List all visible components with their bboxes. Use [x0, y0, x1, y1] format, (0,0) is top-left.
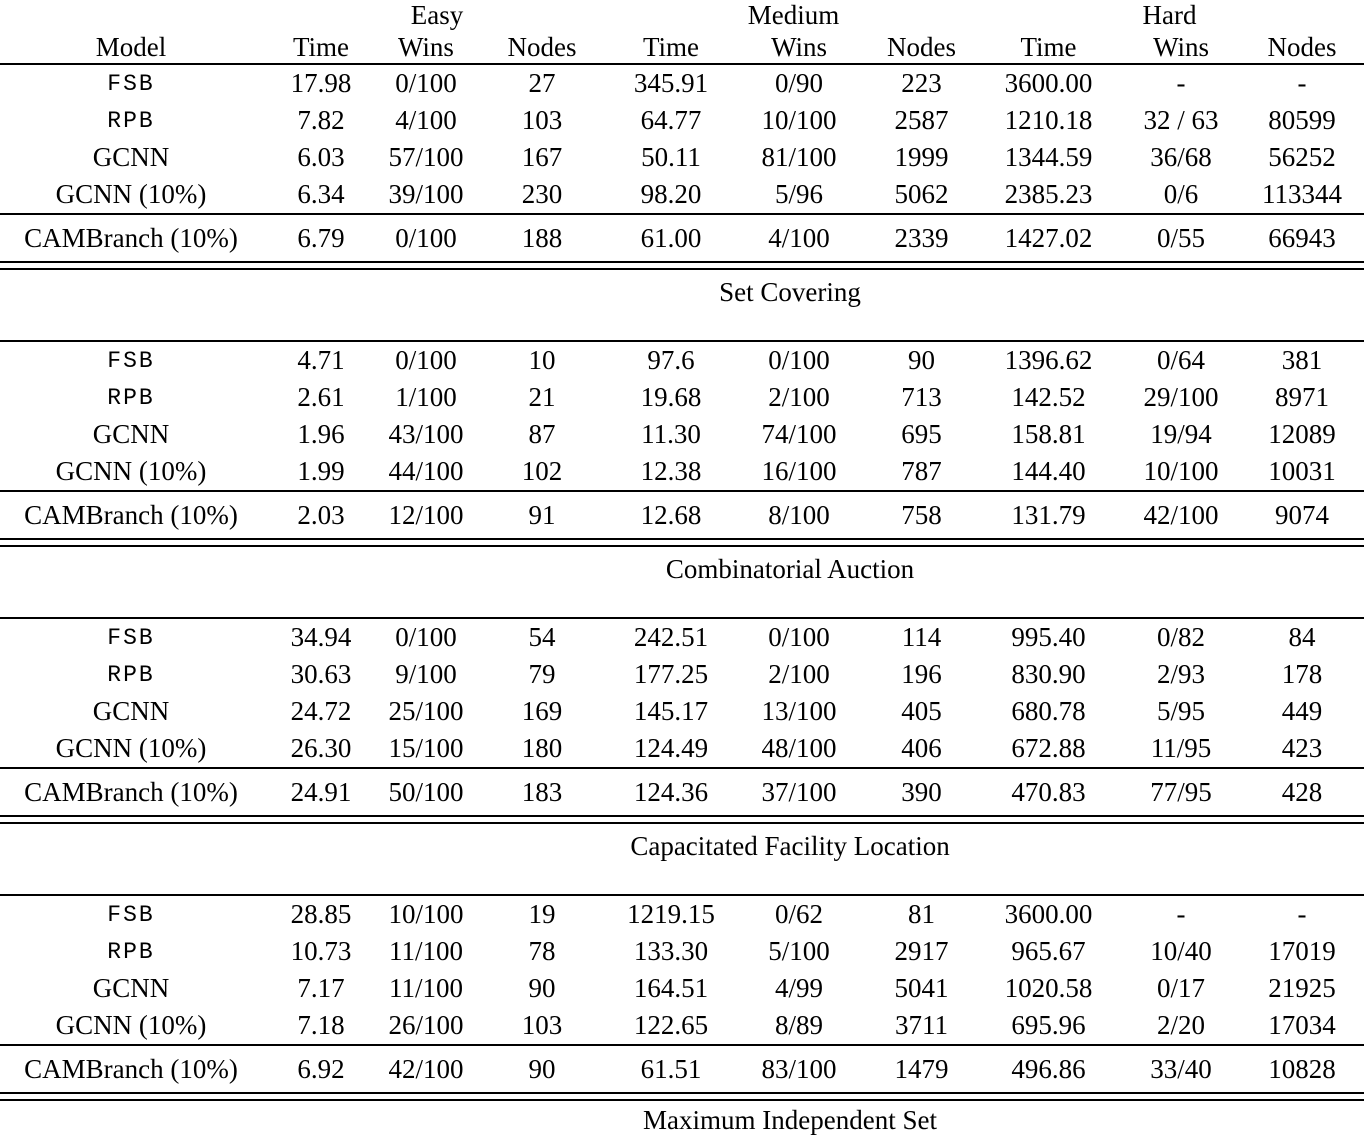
cell-value: 1427.02: [975, 214, 1122, 262]
double-rule: [0, 262, 1364, 269]
cell-value: 177.25: [633, 659, 709, 689]
cell-value: 21925: [1268, 973, 1336, 1003]
cell-value: 83/100: [730, 1045, 868, 1093]
cell-value: 113344: [1262, 179, 1343, 209]
cell-value: 61.00: [612, 214, 730, 262]
cell-model: RPB: [107, 661, 155, 688]
cell-value: 90: [472, 1045, 612, 1093]
cell-value: 43/100: [388, 419, 464, 449]
cell-value: 26.30: [290, 733, 352, 763]
table-row: [0, 176, 1364, 214]
cell-value: 196: [901, 659, 942, 689]
highlight-row: [0, 768, 1364, 816]
cell-value: 36/68: [1150, 142, 1212, 172]
cell-value: 11/95: [1150, 733, 1212, 763]
cell-value: 0/100: [395, 622, 457, 652]
cell-value: -: [1176, 68, 1186, 98]
cell-value: 0/100: [395, 345, 457, 375]
cell-model: RPB: [107, 107, 155, 134]
cell-value: 2.61: [297, 382, 345, 412]
double-rule-line: [0, 539, 1364, 546]
cell-model: CAMBranch (10%): [0, 768, 262, 816]
cell-value: 11/100: [389, 973, 463, 1003]
col-header-wins-hard: Wins: [1122, 31, 1240, 64]
highlight-row: [0, 214, 1364, 262]
cell-value: 423: [1281, 733, 1323, 763]
cell-value: 103: [521, 1010, 563, 1040]
cell-value: 3600.00: [1004, 68, 1093, 98]
section-spacer: [0, 868, 1364, 895]
section-label-row: [0, 823, 1364, 868]
cell-value: 0/100: [768, 622, 830, 652]
cell-value: 16/100: [761, 456, 837, 486]
cell-model: GCNN: [92, 419, 170, 449]
cell-value: 0/6: [1163, 179, 1199, 209]
cell-value: -: [1297, 899, 1307, 929]
cell-value: 0/64: [1157, 345, 1206, 375]
cell-model: GCNN: [92, 973, 170, 1003]
cell-value: 0/100: [380, 214, 472, 262]
cell-value: 5/100: [768, 936, 830, 966]
cell-model: FSB: [107, 70, 155, 97]
cell-value: 5041: [894, 973, 949, 1003]
table-header: [0, 0, 1364, 64]
cell-value: 50/100: [380, 768, 472, 816]
cell-value: 167: [521, 142, 563, 172]
cell-value: 5/95: [1157, 696, 1206, 726]
table-row: [0, 416, 1364, 453]
table-row: [0, 618, 1364, 656]
cell-value: 2917: [894, 936, 949, 966]
cell-value: 6.92: [262, 1045, 380, 1093]
cell-value: 0/55: [1122, 214, 1240, 262]
cell-value: 758: [868, 491, 975, 539]
cell-model: FSB: [107, 901, 155, 928]
section-spacer: [0, 591, 1364, 618]
cell-value: 39/100: [388, 179, 464, 209]
cell-value: 42/100: [380, 1045, 472, 1093]
cell-value: 13/100: [761, 696, 837, 726]
cell-value: 42/100: [1122, 491, 1240, 539]
cell-value: 10/40: [1150, 936, 1212, 966]
cell-value: 2/20: [1157, 1010, 1206, 1040]
cell-value: 142.52: [1011, 382, 1086, 412]
cell-value: 1344.59: [1004, 142, 1093, 172]
cell-value: 8/89: [775, 1010, 824, 1040]
cell-value: 0/90: [775, 68, 824, 98]
table-row: [0, 730, 1364, 768]
highlight-row: [0, 491, 1364, 539]
cell-value: 79: [528, 659, 556, 689]
section-label: [0, 546, 1364, 591]
cell-model: RPB: [107, 384, 155, 411]
cell-value: 27: [528, 68, 556, 98]
cell-value: 0/17: [1157, 973, 1206, 1003]
cell-value: 164.51: [633, 973, 709, 1003]
cell-value: 406: [901, 733, 942, 763]
col-header-nodes-medium: Nodes: [868, 31, 975, 64]
cell-value: 242.51: [633, 622, 709, 652]
cell-model: CAMBranch (10%): [0, 491, 262, 539]
table-row: [0, 341, 1364, 379]
cell-value: 2587: [894, 105, 949, 135]
cell-value: 7.82: [297, 105, 345, 135]
cell-value: 131.79: [975, 491, 1122, 539]
cell-value: 87: [528, 419, 556, 449]
section-spacer-cell: [0, 314, 1364, 341]
cell-value: 91: [472, 491, 612, 539]
cell-value: 33/40: [1122, 1045, 1240, 1093]
cell-value: 5062: [894, 179, 949, 209]
table-row: [0, 970, 1364, 1007]
cell-value: 695: [901, 419, 942, 449]
cell-value: 57/100: [388, 142, 464, 172]
section-label: [0, 1100, 1364, 1139]
cell-value: 54: [528, 622, 556, 652]
cell-value: 122.65: [633, 1010, 709, 1040]
cell-value: 965.67: [1011, 936, 1086, 966]
cell-value: 77/95: [1122, 768, 1240, 816]
cell-value: 84: [1288, 622, 1316, 652]
cell-value: 90: [908, 345, 936, 375]
cell-value: 10/100: [1143, 456, 1219, 486]
cell-value: 180: [521, 733, 563, 763]
section-spacer-cell: [0, 868, 1364, 895]
cell-value: 50.11: [641, 142, 701, 172]
section-label-row: [0, 546, 1364, 591]
table-body: [0, 64, 1364, 1139]
table-row: [0, 933, 1364, 970]
cell-value: 178: [1281, 659, 1323, 689]
cell-value: 390: [868, 768, 975, 816]
cell-value: 183: [472, 768, 612, 816]
cell-value: 0/82: [1157, 622, 1206, 652]
cell-model: CAMBranch (10%): [0, 1045, 262, 1093]
cell-value: 8/100: [730, 491, 868, 539]
col-header-time-easy: Time: [262, 31, 380, 64]
cell-value: 1.99: [297, 456, 345, 486]
cell-value: 672.88: [1011, 733, 1086, 763]
cell-value: 1/100: [395, 382, 457, 412]
cell-value: 1479: [868, 1045, 975, 1093]
cell-value: 158.81: [1011, 419, 1086, 449]
cell-value: 6.79: [262, 214, 380, 262]
cell-value: 145.17: [633, 696, 709, 726]
cell-value: -: [1176, 899, 1186, 929]
double-rule: [0, 1093, 1364, 1100]
cell-value: 169: [521, 696, 563, 726]
cell-value: 4.71: [297, 345, 345, 375]
cell-value: 37/100: [730, 768, 868, 816]
cell-value: 8971: [1275, 382, 1330, 412]
cell-value: 114: [901, 622, 942, 652]
cell-value: 64.77: [640, 105, 702, 135]
table-row: [0, 379, 1364, 416]
col-header-time-medium: Time: [612, 31, 730, 64]
cell-model: GCNN: [92, 142, 170, 172]
table-row: [0, 1007, 1364, 1045]
highlight-row: [0, 1045, 1364, 1093]
cell-value: 56252: [1268, 142, 1336, 172]
group-header-easy: Easy: [410, 0, 464, 30]
difficulty-group-row: [0, 0, 1364, 31]
cell-value: 10031: [1268, 456, 1336, 486]
double-rule-line: [0, 262, 1364, 269]
cell-value: 345.91: [633, 68, 709, 98]
cell-value: 61.51: [612, 1045, 730, 1093]
cell-value: 12.38: [640, 456, 702, 486]
cell-value: 12089: [1268, 419, 1336, 449]
cell-value: 1396.62: [1004, 345, 1093, 375]
cell-value: 9074: [1240, 491, 1364, 539]
double-rule-line: [0, 816, 1364, 823]
column-header-row: [0, 31, 1364, 64]
cell-value: 1999: [894, 142, 949, 172]
cell-value: 2.03: [262, 491, 380, 539]
cell-value: 48/100: [761, 733, 837, 763]
cell-value: 4/99: [775, 973, 824, 1003]
cell-model: GCNN: [92, 696, 170, 726]
cell-value: 17034: [1268, 1010, 1336, 1040]
cell-value: 3600.00: [1004, 899, 1093, 929]
cell-value: 0/100: [768, 345, 830, 375]
cell-value: 713: [901, 382, 942, 412]
section-spacer-cell: [0, 591, 1364, 618]
cell-value: 3711: [895, 1010, 949, 1040]
table-row: [0, 656, 1364, 693]
cell-value: 78: [528, 936, 556, 966]
cell-value: 4/100: [730, 214, 868, 262]
cell-value: 103: [521, 105, 563, 135]
cell-value: 680.78: [1011, 696, 1086, 726]
cell-value: 188: [472, 214, 612, 262]
cell-value: 19.68: [640, 382, 702, 412]
cell-value: 12/100: [380, 491, 472, 539]
cell-value: 11.30: [641, 419, 701, 449]
cell-model: GCNN (10%): [55, 733, 207, 763]
cell-value: 0/100: [395, 68, 457, 98]
cell-value: 405: [901, 696, 942, 726]
cell-model: FSB: [107, 347, 155, 374]
cell-value: 66943: [1240, 214, 1364, 262]
cell-value: 17.98: [290, 68, 352, 98]
cell-value: 2/93: [1157, 659, 1206, 689]
cell-value: 21: [528, 382, 556, 412]
section-spacer: [0, 314, 1364, 341]
cell-value: 102: [521, 456, 563, 486]
cell-value: 381: [1281, 345, 1323, 375]
cell-value: 5/96: [775, 179, 824, 209]
cell-value: 7.17: [297, 973, 345, 1003]
group-header-hard: Hard: [1142, 0, 1197, 30]
cell-value: 470.83: [975, 768, 1122, 816]
cell-model: GCNN (10%): [55, 179, 207, 209]
cell-value: 15/100: [388, 733, 464, 763]
cell-value: 0/62: [775, 899, 824, 929]
group-header-medium: Medium: [747, 0, 840, 30]
cell-value: 10828: [1240, 1045, 1364, 1093]
cell-value: 428: [1240, 768, 1364, 816]
group-header-spacer: [0, 0, 262, 31]
cell-value: 1020.58: [1004, 973, 1093, 1003]
cell-value: 1219.15: [627, 899, 715, 929]
cell-value: 17019: [1268, 936, 1336, 966]
double-rule: [0, 816, 1364, 823]
section-label-row: [0, 269, 1364, 314]
cell-value: 24.91: [262, 768, 380, 816]
section-label-text: Capacitated Facility Location: [630, 830, 950, 861]
cell-value: 28.85: [290, 899, 352, 929]
col-header-wins-easy: Wins: [380, 31, 472, 64]
cell-model: FSB: [107, 624, 155, 651]
cell-value: 2/100: [768, 382, 830, 412]
cell-value: 9/100: [395, 659, 457, 689]
table-row: [0, 453, 1364, 491]
col-header-nodes-easy: Nodes: [472, 31, 612, 64]
table-row: [0, 102, 1364, 139]
cell-value: 10/100: [761, 105, 837, 135]
cell-value: 787: [901, 456, 942, 486]
double-rule: [0, 539, 1364, 546]
double-rule-line: [0, 1093, 1364, 1100]
cell-value: 449: [1281, 696, 1323, 726]
section-label-text: Combinatorial Auction: [665, 553, 915, 584]
cell-model: RPB: [107, 938, 155, 965]
cell-value: 124.36: [612, 768, 730, 816]
cell-value: 81: [908, 899, 936, 929]
cell-value: 19/94: [1150, 419, 1212, 449]
cell-model: CAMBranch (10%): [0, 214, 262, 262]
section-label: [0, 269, 1364, 314]
cell-value: 24.72: [290, 696, 352, 726]
cell-value: 90: [528, 973, 556, 1003]
cell-value: -: [1297, 68, 1307, 98]
cell-value: 2/100: [768, 659, 830, 689]
table-row: [0, 693, 1364, 730]
cell-value: 10.73: [290, 936, 352, 966]
cell-value: 81/100: [761, 142, 837, 172]
cell-value: 2385.23: [1004, 179, 1093, 209]
cell-value: 695.96: [1011, 1010, 1086, 1040]
cell-model: GCNN (10%): [55, 456, 207, 486]
cell-value: 10/100: [388, 899, 464, 929]
col-header-model: Model: [0, 31, 262, 64]
cell-value: 144.40: [1011, 456, 1086, 486]
cell-value: 34.94: [290, 622, 352, 652]
cell-value: 80599: [1268, 105, 1336, 135]
section-label-row: [0, 1100, 1364, 1139]
cell-value: 32 / 63: [1143, 105, 1219, 135]
cell-value: 11/100: [389, 936, 463, 966]
cell-model: GCNN (10%): [55, 1010, 207, 1040]
cell-value: 6.03: [297, 142, 345, 172]
section-label-text: Set Covering: [719, 276, 861, 307]
cell-value: 12.68: [612, 491, 730, 539]
cell-value: 995.40: [1011, 622, 1086, 652]
cell-value: 230: [521, 179, 563, 209]
cell-value: 74/100: [761, 419, 837, 449]
table-row: [0, 64, 1364, 102]
cell-value: 98.20: [640, 179, 702, 209]
cell-value: 19: [528, 899, 556, 929]
cell-value: 10: [528, 345, 556, 375]
cell-value: 496.86: [975, 1045, 1122, 1093]
cell-value: 4/100: [395, 105, 457, 135]
cell-value: 2339: [868, 214, 975, 262]
col-header-wins-medium: Wins: [730, 31, 868, 64]
cell-value: 97.6: [647, 345, 695, 375]
section-label-text: Maximum Independent Set: [643, 1104, 937, 1135]
section-label: [0, 823, 1364, 868]
table-row: [0, 895, 1364, 933]
col-header-nodes-hard: Nodes: [1240, 31, 1364, 64]
cell-value: 1.96: [297, 419, 345, 449]
cell-value: 25/100: [388, 696, 464, 726]
cell-value: 124.49: [633, 733, 709, 763]
cell-value: 6.34: [297, 179, 345, 209]
cell-value: 26/100: [388, 1010, 464, 1040]
cell-value: 830.90: [1011, 659, 1086, 689]
cell-value: 44/100: [388, 456, 464, 486]
cell-value: 7.18: [297, 1010, 345, 1040]
table-row: [0, 139, 1364, 176]
cell-value: 133.30: [633, 936, 709, 966]
cell-value: 1210.18: [1004, 105, 1093, 135]
cell-value: 30.63: [290, 659, 352, 689]
cell-value: 29/100: [1143, 382, 1219, 412]
col-header-time-hard: Time: [975, 31, 1122, 64]
cell-value: 223: [901, 68, 942, 98]
